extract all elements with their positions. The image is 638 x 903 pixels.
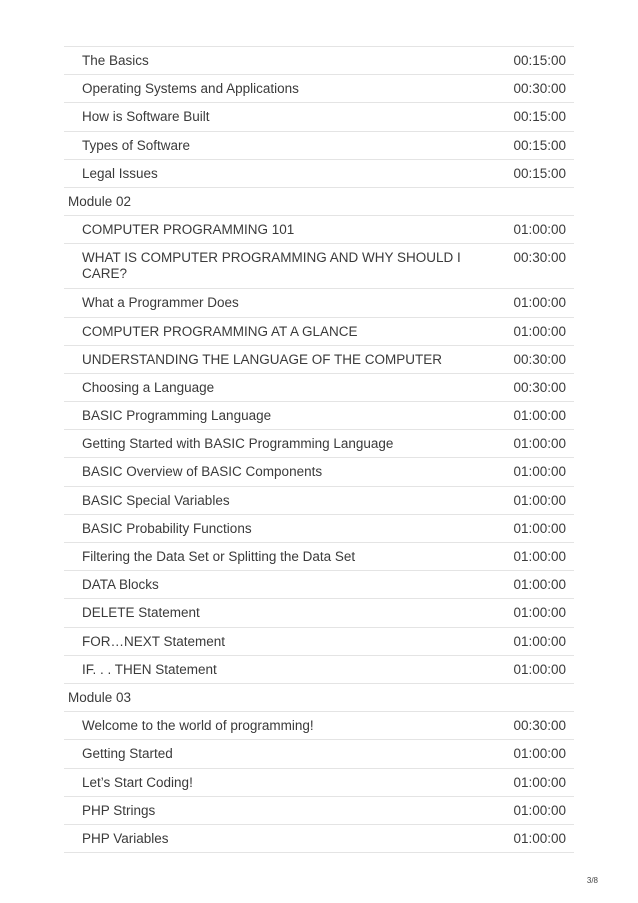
module-title: Module 03 [68, 689, 132, 705]
lesson-duration: 01:00:00 [513, 222, 566, 238]
lesson-title: BASIC Overview of BASIC Components [82, 464, 323, 480]
lesson-row [64, 430, 574, 458]
lesson-duration: 01:00:00 [513, 830, 566, 846]
lesson-row [64, 740, 574, 768]
lesson-title: Welcome to the world of programming! [82, 718, 314, 734]
lesson-row [64, 825, 574, 853]
lesson-duration: 00:30:00 [513, 351, 566, 367]
lesson-title: Operating Systems and Applications [82, 81, 299, 97]
lesson-row [64, 712, 574, 740]
lesson-row [64, 318, 574, 346]
lesson-title: BASIC Programming Language [82, 408, 272, 424]
lesson-title: COMPUTER PROGRAMMING AT A GLANCE [82, 323, 358, 339]
lesson-title: Getting Started [82, 746, 173, 762]
lesson-duration: 01:00:00 [513, 464, 566, 480]
lesson-duration: 00:30:00 [513, 250, 566, 266]
lesson-title: DATA Blocks [82, 577, 159, 593]
lesson-title: IF. . . THEN Statement [82, 661, 217, 677]
lesson-row [64, 656, 574, 684]
lesson-title: BASIC Probability Functions [82, 520, 252, 536]
module-header [64, 188, 574, 216]
lesson-title: DELETE Statement [82, 605, 200, 621]
lesson-title: PHP Strings [82, 802, 156, 818]
page-number: 3/8 [586, 876, 598, 885]
lesson-title: What a Programmer Does [82, 295, 239, 311]
lesson-duration: 00:15:00 [513, 165, 566, 181]
lesson-duration: 00:30:00 [513, 379, 566, 395]
lesson-duration: 01:00:00 [513, 549, 566, 564]
lesson-title: Types of Software [82, 137, 191, 153]
lesson-row [64, 797, 574, 825]
lesson-duration: 01:00:00 [513, 408, 566, 424]
lesson-title: Legal Issues [82, 165, 158, 181]
lesson-row [64, 571, 574, 599]
lesson-row [64, 160, 574, 188]
lesson-row [64, 289, 574, 317]
lesson-duration: 01:00:00 [513, 295, 566, 311]
lesson-duration: 01:00:00 [513, 661, 566, 677]
lesson-title: UNDERSTANDING THE LANGUAGE OF THE COMPUTER [82, 351, 443, 367]
lesson-duration: 01:00:00 [513, 323, 566, 339]
lesson-row [64, 374, 574, 402]
lesson-duration: 00:30:00 [513, 81, 566, 97]
lesson-row [64, 132, 574, 160]
lesson-title: How is Software Built [82, 109, 210, 125]
lesson-row [64, 599, 574, 627]
lesson-duration: 01:00:00 [513, 774, 566, 790]
lesson-row [64, 769, 574, 797]
lesson-row [64, 244, 574, 289]
lesson-row [64, 47, 574, 75]
lesson-title: BASIC Special Variables [82, 492, 230, 508]
lesson-row [64, 628, 574, 656]
lesson-title: WHAT IS COMPUTER PROGRAMMING AND WHY SHOULD I CARE? [82, 250, 461, 282]
lesson-title: Choosing a Language [82, 379, 215, 395]
curriculum-table [64, 46, 574, 853]
lesson-title: FOR…NEXT Statement [82, 633, 226, 649]
lesson-row [64, 75, 574, 103]
lesson-title: PHP Variables [82, 830, 169, 846]
lesson-duration: 00:15:00 [513, 109, 566, 125]
lesson-duration: 00:30:00 [513, 718, 566, 734]
lesson-title: Filtering the Data Set or Splitting the Data Set [82, 549, 356, 564]
lesson-duration: 01:00:00 [513, 436, 566, 452]
lesson-title: Getting Started with BASIC Programming Language [82, 436, 394, 452]
lesson-duration: 01:00:00 [513, 746, 566, 762]
lesson-duration: 01:00:00 [513, 520, 566, 536]
lesson-duration: 01:00:00 [513, 605, 566, 621]
lesson-duration: 00:15:00 [513, 137, 566, 153]
lesson-duration: 01:00:00 [513, 492, 566, 508]
module-header [64, 684, 574, 712]
lesson-title: COMPUTER PROGRAMMING 101 [82, 222, 295, 238]
lesson-row [64, 487, 574, 515]
module-title: Module 02 [68, 193, 132, 209]
lesson-row [64, 458, 574, 486]
lesson-duration: 01:00:00 [513, 633, 566, 649]
lesson-row [64, 515, 574, 543]
lesson-row [64, 543, 574, 571]
lesson-row [64, 402, 574, 430]
lesson-row [64, 103, 574, 131]
lesson-title: Let’s Start Coding! [82, 774, 193, 790]
lesson-duration: 00:15:00 [513, 53, 566, 68]
lesson-row [64, 216, 574, 244]
lesson-row [64, 346, 574, 374]
lesson-duration: 01:00:00 [513, 802, 566, 818]
lesson-title: The Basics [82, 53, 149, 68]
lesson-duration: 01:00:00 [513, 577, 566, 593]
